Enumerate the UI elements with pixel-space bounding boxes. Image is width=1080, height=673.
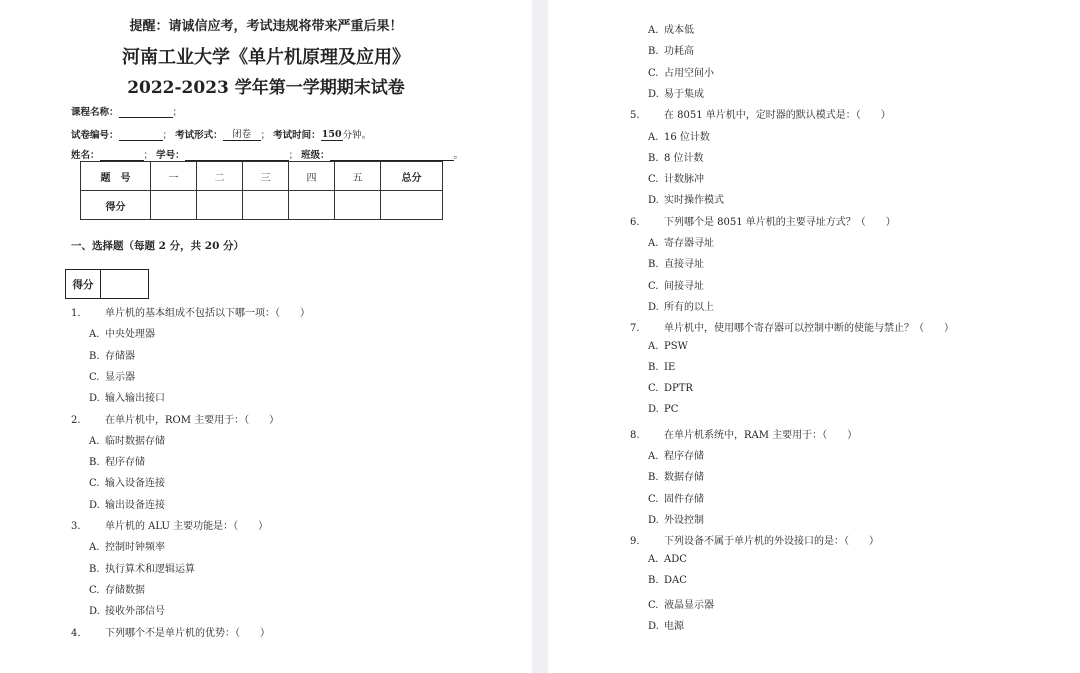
option-item	[89, 602, 165, 617]
option-text: 16 位计数	[664, 131, 710, 143]
question-item	[630, 106, 891, 121]
option-letter: A.	[648, 451, 659, 462]
score-header-cell: 总分	[381, 162, 443, 191]
option-letter: D.	[648, 514, 659, 526]
option-letter: B.	[648, 46, 659, 58]
score-header-cell: 二	[197, 162, 243, 191]
option-item	[648, 85, 704, 100]
score-row-label: 得分	[81, 191, 151, 220]
option-letter: A.	[648, 25, 659, 36]
question-text: 下列哪个是 8051 单片机的主要寻址方式？（ ）	[664, 216, 896, 228]
option-text: 寄存器寻址	[664, 238, 714, 249]
exam-time-value: 150	[321, 129, 342, 140]
option-item	[648, 554, 687, 565]
option-text: 实时操作模式	[664, 195, 724, 207]
option-letter: B.	[648, 574, 659, 586]
option-text: DPTR	[664, 383, 693, 395]
option-item	[648, 490, 704, 505]
option-letter: C.	[648, 67, 659, 79]
option-item	[648, 149, 704, 164]
question-number: 1.	[71, 308, 81, 319]
exam-time-unit: 分钟。	[342, 130, 372, 141]
option-letter: D.	[648, 404, 659, 416]
option-item	[89, 389, 165, 404]
option-text: 输入输出接口	[105, 393, 165, 405]
option-letter: C.	[89, 478, 100, 490]
integrity-warning: 提醒：请诚信应考，考试违规将带来严重后果！	[129, 19, 403, 34]
option-letter: A.	[648, 553, 659, 565]
option-text: 接收外部信号	[105, 606, 165, 618]
question-number: 4.	[71, 627, 81, 639]
score-cell	[243, 191, 289, 220]
option-text: 8 位计数	[664, 152, 704, 164]
question-text: 下列设备不属于单片机的外设接口的是：（ ）	[664, 536, 879, 548]
question-text: 单片机的 ALU 主要功能是：（ ）	[105, 521, 269, 532]
course-name-line: 课程名称： ；	[71, 107, 183, 118]
exam-meta-line: 试卷编号： ； 考试形式： 闭卷 ； 考试时间：150分钟。	[71, 126, 371, 141]
option-text: 直接寻址	[664, 259, 704, 271]
option-item	[89, 496, 165, 511]
option-item	[648, 64, 714, 79]
question-text: 下列哪个不是单片机的优势：（ ）	[105, 627, 270, 639]
question-number: 7.	[630, 323, 640, 335]
option-letter: B.	[648, 361, 659, 373]
option-letter: B.	[89, 350, 100, 362]
option-letter: B.	[89, 457, 100, 469]
exam-form-label: 考试形式：	[175, 130, 223, 141]
option-item	[648, 277, 704, 292]
option-letter: A.	[89, 435, 100, 447]
option-text: 固件存储	[664, 493, 704, 505]
question-text: 在单片机中，ROM 主要用于：（ ）	[105, 414, 280, 426]
option-letter: D.	[89, 393, 100, 405]
score-cell	[381, 191, 443, 220]
score-header-cell: 三	[243, 162, 289, 191]
name-label: 姓名：	[71, 150, 100, 161]
exam-page-right	[548, 0, 1080, 673]
option-text: 外设控制	[664, 514, 704, 526]
question-item	[71, 624, 270, 639]
exam-form-value: 闭卷	[223, 126, 261, 141]
exam-university-title: 河南工业大学《单片机原理及应用》	[122, 47, 410, 68]
option-letter: A.	[89, 542, 100, 554]
option-item	[648, 255, 704, 270]
option-item	[648, 404, 678, 415]
exam-term-title: 2022-2023 学年第一学期期末试卷	[127, 78, 405, 98]
option-item	[89, 368, 135, 383]
option-letter: A.	[648, 340, 659, 352]
option-item	[648, 596, 714, 611]
question-item	[71, 517, 268, 532]
option-text: ADC	[664, 553, 687, 565]
option-letter: D.	[648, 195, 659, 207]
exam-time-label: 考试时间：	[273, 130, 321, 141]
option-item	[89, 432, 165, 447]
option-text: 输入设备连接	[105, 478, 165, 490]
option-text: PC	[664, 404, 679, 416]
option-letter: C.	[648, 383, 659, 395]
option-letter: B.	[648, 152, 659, 164]
option-item	[89, 560, 195, 575]
option-letter: D.	[648, 301, 659, 313]
option-item	[648, 128, 710, 143]
option-text: 控制时钟频率	[105, 542, 165, 554]
question-number: 2.	[71, 414, 81, 426]
question-number: 3.	[71, 521, 81, 532]
exam-page-left	[0, 0, 532, 673]
option-letter: C.	[648, 600, 659, 612]
option-item	[648, 341, 688, 352]
option-text: 存储数据	[105, 584, 145, 596]
option-text: 易于集成	[664, 88, 704, 100]
option-letter: C.	[648, 174, 659, 186]
question-item	[71, 411, 279, 426]
option-text: 液晶显示器	[664, 600, 714, 612]
option-text: 临时数据存储	[105, 435, 165, 447]
score-cell	[335, 191, 381, 220]
course-name-label: 课程名称：	[71, 107, 119, 118]
question-item	[630, 213, 896, 228]
section-score-label: 得分	[66, 270, 101, 298]
question-item	[71, 304, 310, 319]
course-name-blank	[119, 117, 173, 118]
option-item	[89, 538, 165, 553]
option-letter: A.	[89, 329, 100, 341]
option-text: 计数脉冲	[664, 174, 704, 186]
option-item	[648, 362, 675, 373]
option-letter: C.	[89, 371, 100, 383]
option-item	[648, 170, 704, 185]
option-letter: A.	[648, 131, 659, 143]
section-score-box	[65, 269, 149, 299]
option-item	[648, 191, 724, 206]
option-text: PSW	[664, 340, 688, 352]
score-header-cell: 五	[335, 162, 381, 191]
option-item	[648, 617, 684, 632]
option-text: 间接寻址	[664, 280, 704, 292]
section-title: 一、选择题（每题 2 分，共 20 分）	[71, 240, 245, 252]
option-text: 所有的以上	[664, 301, 714, 313]
score-table-score-row	[81, 191, 443, 220]
option-item	[648, 234, 714, 249]
option-text: IE	[664, 361, 676, 373]
question-item	[630, 532, 879, 547]
question-number: 9.	[630, 536, 640, 548]
option-item	[89, 347, 135, 362]
question-number: 8.	[630, 429, 640, 441]
score-cell	[151, 191, 197, 220]
option-text: DAC	[664, 574, 687, 586]
option-item	[648, 575, 687, 586]
option-item	[89, 474, 165, 489]
option-letter: D.	[89, 499, 100, 511]
option-text: 程序存储	[105, 457, 145, 469]
option-item	[89, 581, 145, 596]
option-item	[648, 298, 714, 313]
option-item	[648, 447, 704, 462]
score-table-header-row	[81, 162, 443, 191]
option-text: 数据存储	[664, 472, 704, 484]
option-text: 占用空间小	[664, 67, 714, 79]
question-item	[630, 426, 857, 441]
score-header-cell: 题 号	[81, 162, 151, 191]
option-text: 电源	[664, 621, 684, 633]
paper-no-label: 试卷编号：	[71, 130, 119, 141]
option-item	[648, 468, 704, 483]
question-text: 单片机中，使用哪个寄存器可以控制中断的使能与禁止？（ ）	[664, 323, 954, 335]
option-text: 中央处理器	[105, 329, 155, 341]
question-text: 单片机的基本组成不包括以下哪一项：（ ）	[105, 308, 310, 319]
option-item	[89, 453, 145, 468]
question-number: 5.	[630, 110, 640, 122]
option-item	[648, 383, 693, 394]
option-letter: B.	[89, 563, 100, 575]
option-letter: A.	[648, 238, 659, 249]
question-number: 6.	[630, 216, 640, 228]
student-info-line: 姓名： ； 学号： ； 班级： 。	[71, 150, 464, 161]
option-text: 程序存储	[664, 451, 704, 462]
question-text: 在单片机系统中，RAM 主要用于：（ ）	[664, 429, 858, 441]
paper-no-blank	[119, 140, 163, 141]
student-id-label: 学号：	[156, 150, 185, 161]
option-item	[648, 21, 694, 36]
option-letter: C.	[89, 584, 100, 596]
score-table	[80, 161, 443, 220]
option-letter: B.	[648, 259, 659, 271]
score-header-cell: 四	[289, 162, 335, 191]
option-text: 输出设备连接	[105, 499, 165, 511]
option-letter: D.	[648, 88, 659, 100]
option-item	[648, 511, 704, 526]
option-letter: C.	[648, 280, 659, 292]
option-letter: C.	[648, 493, 659, 505]
score-cell	[289, 191, 335, 220]
question-text: 在 8051 单片机中，定时器的默认模式是：（ ）	[664, 110, 891, 122]
option-item	[89, 325, 155, 340]
option-text: 存储器	[105, 350, 135, 362]
question-item	[630, 319, 954, 334]
option-letter: D.	[89, 606, 100, 618]
option-text: 成本低	[664, 25, 694, 36]
option-text: 显示器	[105, 371, 135, 383]
option-text: 执行算术和逻辑运算	[105, 563, 195, 575]
option-item	[648, 42, 694, 57]
option-letter: B.	[648, 472, 659, 484]
option-text: 功耗高	[664, 46, 694, 58]
score-header-cell: 一	[151, 162, 197, 191]
class-label: 班级：	[301, 150, 330, 161]
option-letter: D.	[648, 621, 659, 633]
score-cell	[197, 191, 243, 220]
